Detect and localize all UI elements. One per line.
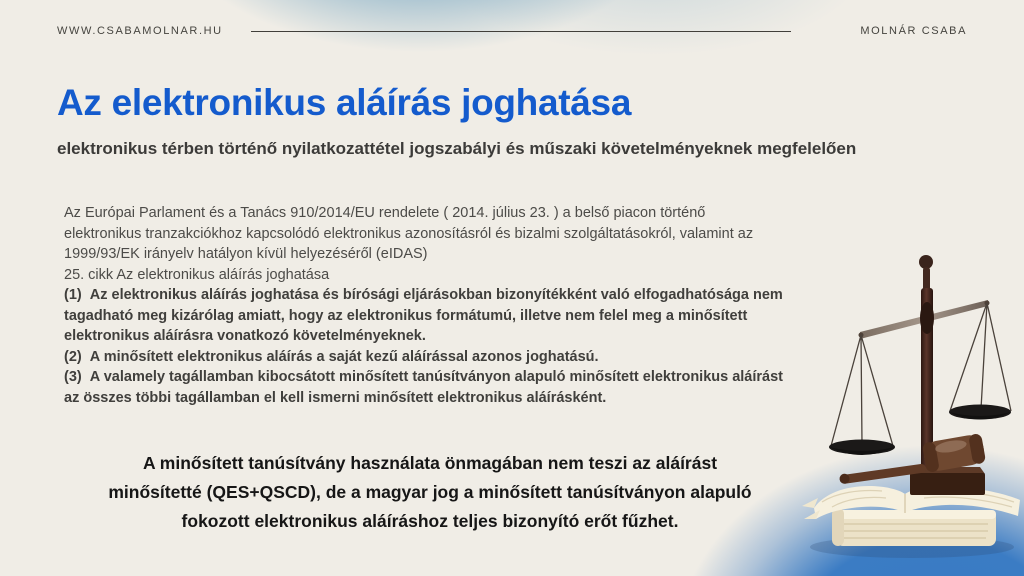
regulation-intro: Az Európai Parlament és a Tanács 910/2014/EU rendelete ( 2014. július 23. ) a belső piacon történő elektronikus tranzakciókhoz kapcsolódó elektronikus azonosításról és bizalmi szolgáltatásokról, valamint az 1999/93/EK irányelv hatályon kívül helyezéséről (eIDAS): [64, 205, 754, 262]
closed-book: [832, 508, 996, 546]
scales-of-justice-illustration: [774, 236, 1024, 576]
header-author-name: MOLNÁR CSABA: [860, 25, 967, 37]
header-divider-line: [251, 31, 792, 32]
clause-2: (2) A minősített elektronikus aláírás a saját kezű aláírással azonos joghatású.: [64, 348, 599, 365]
scale-left-pan: [829, 335, 895, 455]
scale-right-pan: [949, 303, 1011, 420]
article-heading: 25. cikk Az elektronikus aláírás joghatása: [64, 266, 330, 283]
slide-subtitle: elektronikus térben történő nyilatkozattétel jogszabályi és műszaki követelményeknek megfelelően: [57, 139, 857, 158]
slide-title: Az elektronikus aláírás joghatása: [57, 82, 632, 123]
law-excerpt: [64, 203, 786, 408]
clause-1: (1) Az elektronikus aláírás joghatása és bírósági eljárásokban bizonyítékként való elfogadhatósága nem tagadható meg kizárólag amiatt, hogy az elektronikus formátumú, illetve nem felel meg a minősített elektronikus aláírásra vonatkozó követelményeknek.: [64, 287, 783, 344]
key-statement: A minősített tanúsítvány használata önmagában nem teszi az aláírást minősítetté (QES+QSCD), de a magyar jog a minősített tanúsítványon alapuló fokozott elektronikus aláíráshoz teljes bizonyító erőt fűzhet.: [108, 453, 752, 531]
header-site-url: WWW.CSABAMOLNAR.HU: [57, 25, 223, 37]
clause-3: (3) A valamely tagállamban kibocsátott minősített tanúsítványon alapuló minősített elektronikus aláírást az összes többi tagállamban el kell ismerni minősített elektronikus aláírásként.: [64, 369, 784, 406]
header: [57, 22, 967, 40]
